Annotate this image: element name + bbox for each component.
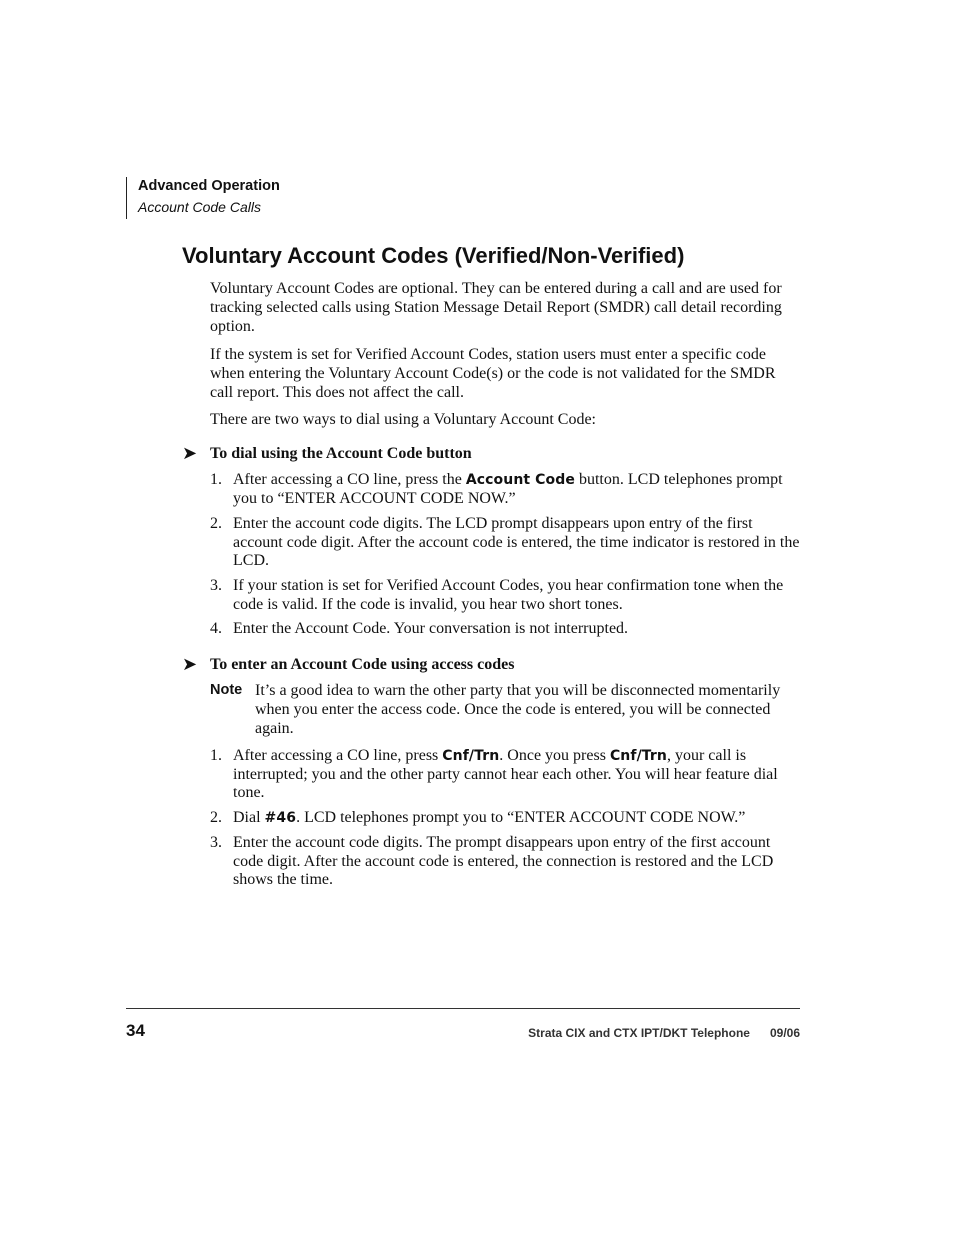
footer-date: 09/06 xyxy=(769,1026,800,1040)
note-label: Note xyxy=(210,682,243,698)
list-item xyxy=(210,577,800,614)
step-text: Enter the account code digits. The LCD prompt disappears upon entry of the first account code digit. After the account code is entered, the time indicator is restored in the LCD. xyxy=(233,515,800,569)
key-cnf-trn: Cnf/Trn xyxy=(442,748,500,764)
procedure-heading-text: To enter an Account Code using access codes xyxy=(210,656,515,673)
procedure-heading-text: To dial using the Account Code button xyxy=(210,445,472,462)
step-number: 2. xyxy=(210,809,222,826)
intro-paragraph-3: There are two ways to dial using a Voluntary Account Code: xyxy=(210,411,596,428)
step-text: Enter the account code digits. The prompt disappears upon entry of the first account code digit. After the account code is entered, the connection is restored and the LCD shows the time. xyxy=(233,834,774,888)
arrow-bullet-icon: ➤ xyxy=(182,443,198,464)
list-item xyxy=(210,620,800,639)
step-text: Enter the Account Code. Your conversation is not interrupted. xyxy=(233,620,629,637)
key-feature-code: #46 xyxy=(264,810,297,826)
page-title: Voluntary Account Codes (Verified/Non-Verified) xyxy=(182,243,685,268)
step-text: Dial #46. LCD telephones prompt you to “ENTER ACCOUNT CODE NOW.” xyxy=(233,809,746,826)
step-number: 3. xyxy=(210,577,222,594)
step-number: 2. xyxy=(210,515,222,532)
step-text: After accessing a CO line, press Cnf/Trn. Once you press Cnf/Trn, your call is interrupted; you and the other party cannot hear each other. You will hear feature dial tone. xyxy=(233,747,778,801)
list-item xyxy=(210,809,800,828)
list-item xyxy=(210,515,800,571)
header-section-title: Advanced Operation xyxy=(138,178,280,194)
intro-paragraph-1: Voluntary Account Codes are optional. They can be entered during a call and are used for tracking selected calls using Station Message Detail Report (SMDR) call detail recording option. xyxy=(210,280,782,335)
list-item xyxy=(210,834,800,890)
step-number: 1. xyxy=(210,747,222,764)
step-number: 4. xyxy=(210,620,222,637)
step-text: After accessing a CO line, press the Account Code button. LCD telephones prompt you to “ENTER ACCOUNT CODE NOW.” xyxy=(233,471,783,507)
page-number: 34 xyxy=(126,1021,145,1040)
arrow-bullet-icon: ➤ xyxy=(182,654,198,675)
step-number: 3. xyxy=(210,834,222,851)
step-text: If your station is set for Verified Account Codes, you hear confirmation tone when the code is valid. If the code is invalid, you hear two short tones. xyxy=(233,577,784,613)
key-account-code: Account Code xyxy=(465,472,575,488)
procedure-heading-2 xyxy=(182,655,802,674)
footer-doc-name: Strata CIX and CTX IPT/DKT Telephone xyxy=(528,1026,750,1040)
note-text: It’s a good idea to warn the other party that you will be disconnected momentarily when you enter the access code. Once the code is entered, you will be connected again. xyxy=(255,682,781,737)
note-block xyxy=(210,681,800,738)
procedure-heading-1 xyxy=(182,444,802,463)
header-subsection-title: Account Code Calls xyxy=(138,199,261,215)
footer-divider xyxy=(126,1008,800,1009)
key-cnf-trn: Cnf/Trn xyxy=(609,748,667,764)
list-item xyxy=(210,747,800,803)
intro-paragraph-2: If the system is set for Verified Account Codes, station users must enter a specific code when entering the Voluntary Account Code(s) or the code is not validated for the SMDR call report. This does not affect the call. xyxy=(210,346,776,401)
footer-doc-title xyxy=(528,1026,800,1040)
list-item xyxy=(210,471,800,508)
running-header xyxy=(126,177,280,219)
step-number: 1. xyxy=(210,471,222,488)
